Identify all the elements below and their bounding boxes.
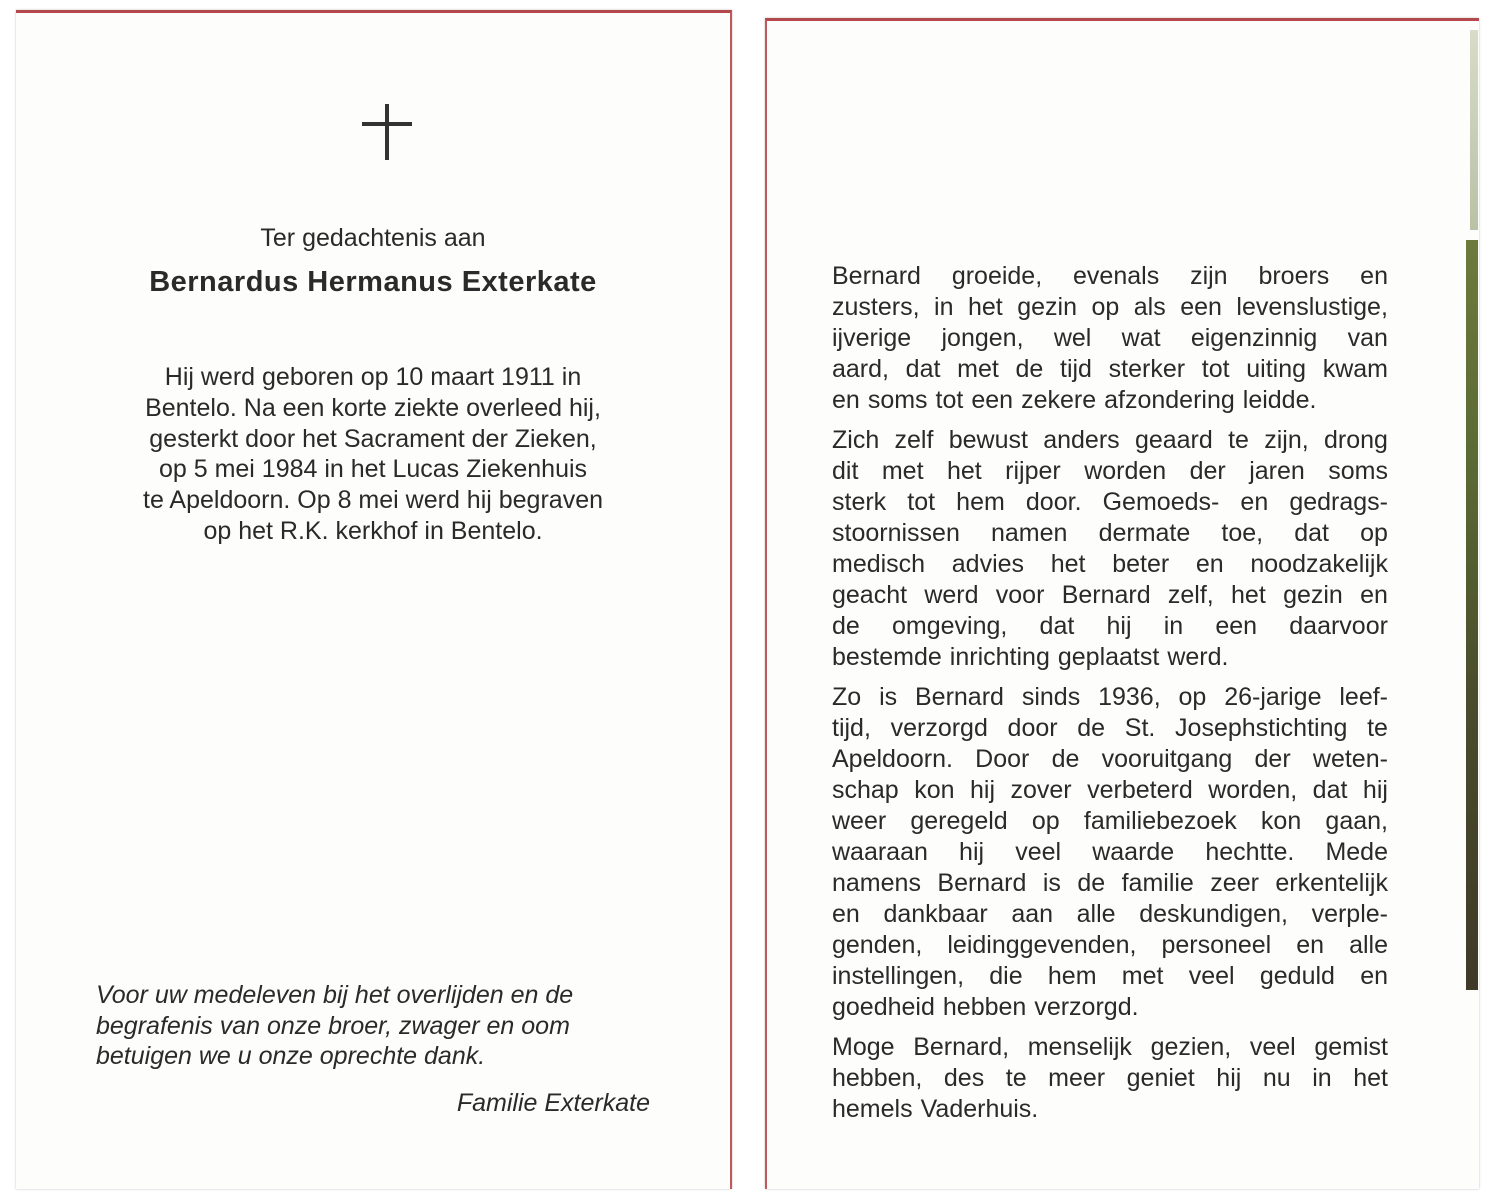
- word: waarde: [1092, 838, 1175, 866]
- word: kon: [914, 776, 955, 804]
- text-line: [832, 775, 1388, 806]
- word: broers: [1258, 262, 1330, 290]
- word: het: [1231, 581, 1266, 609]
- word: weten-: [1312, 745, 1388, 773]
- word: Gemoeds-: [1102, 488, 1220, 516]
- word: namens: [832, 869, 921, 897]
- word: dankbaar: [883, 900, 988, 928]
- word: namen: [990, 519, 1068, 547]
- word: veel: [1188, 962, 1235, 990]
- word: erkentelijk: [1275, 869, 1388, 897]
- word: stoornissen: [832, 519, 960, 547]
- word: hij: [970, 776, 996, 804]
- word: Apeldoorn.: [832, 745, 953, 773]
- word: hem: [956, 488, 1005, 516]
- word: noodzakelijk: [1250, 550, 1388, 578]
- word: het: [967, 293, 1003, 321]
- word: zekere: [1021, 386, 1097, 414]
- text-line: [832, 642, 1388, 673]
- bio-line: gesterkt door het Sacrament der Zieken,: [149, 424, 597, 453]
- word: genden,: [832, 931, 923, 959]
- biography-block: [16, 362, 730, 547]
- word: hem: [1047, 962, 1097, 990]
- word: veel: [1249, 1033, 1296, 1061]
- word: Moge: [832, 1033, 895, 1061]
- word: op: [1031, 807, 1060, 835]
- text-line: [832, 580, 1388, 611]
- word: Bernard: [937, 869, 1027, 897]
- text-line: [832, 899, 1388, 930]
- word: aard,: [832, 355, 889, 383]
- word: soms: [867, 386, 928, 414]
- word: Bernard: [1061, 581, 1151, 609]
- thanks-line: betuigen we u onze oprechte dank.: [96, 1042, 486, 1070]
- word: hebben: [942, 993, 1027, 1021]
- word: werd: [924, 581, 979, 609]
- word: en: [832, 900, 860, 928]
- word: menselijk: [1027, 1033, 1132, 1061]
- family-signature: Familie Exterkate: [456, 1089, 650, 1117]
- word: gezin: [1283, 581, 1343, 609]
- word: door.: [1025, 488, 1082, 516]
- word: in: [934, 293, 954, 321]
- word: werd.: [1167, 643, 1229, 671]
- word: geplaatst: [1057, 643, 1160, 671]
- word: groeide,: [951, 262, 1043, 290]
- word: Josephstichting: [1175, 714, 1348, 742]
- word: bestemde: [832, 643, 942, 671]
- word: uiting: [1246, 355, 1306, 383]
- text-line: [832, 806, 1388, 837]
- word: vooruitgang: [1101, 745, 1233, 773]
- word: te: [1228, 426, 1249, 454]
- word: en: [1360, 262, 1388, 290]
- word: inrichting: [949, 643, 1050, 671]
- word: hij: [1362, 776, 1388, 804]
- word: tot: [907, 488, 936, 516]
- word: en: [832, 386, 860, 414]
- word: familiebezoek: [1083, 807, 1237, 835]
- word: rijper: [1005, 457, 1061, 485]
- word: hij: [1106, 612, 1132, 640]
- word: meer: [1048, 1064, 1106, 1092]
- text-line: [832, 487, 1388, 518]
- word: van: [1347, 324, 1388, 352]
- word: zover: [1010, 776, 1072, 804]
- text-line: [832, 868, 1388, 899]
- word: in: [1163, 612, 1184, 640]
- word: tijd: [1060, 355, 1092, 383]
- text-line: [832, 425, 1388, 456]
- word: te: [1367, 714, 1388, 742]
- memorial-text: [832, 261, 1388, 1134]
- word: dat: [1039, 612, 1075, 640]
- word: hemels: [832, 1095, 913, 1123]
- word: de: [832, 612, 860, 640]
- card-edge-photo-strip-top: [1470, 30, 1478, 230]
- word: der: [1254, 745, 1291, 773]
- word: zeer: [1210, 869, 1259, 897]
- word: veel: [1015, 838, 1062, 866]
- word: hechtte.: [1205, 838, 1295, 866]
- word: sterker: [1108, 355, 1186, 383]
- word: omgeving,: [892, 612, 1008, 640]
- word: de: [1051, 745, 1080, 773]
- cross-icon: [362, 104, 412, 160]
- word: zijn: [1190, 262, 1228, 290]
- word: het: [1050, 550, 1086, 578]
- thanks-line: begrafenis van onze broer, zwager en oom: [96, 1011, 570, 1040]
- word: het: [946, 457, 982, 485]
- word: anders: [1043, 426, 1120, 454]
- deceased-name: Bernardus Hermanus Exterkate: [149, 266, 597, 298]
- word: Zich: [832, 426, 880, 454]
- word: de: [1015, 355, 1044, 383]
- bio-line: Bentelo. Na een korte ziekte overleed hij,: [145, 393, 601, 422]
- word: medisch: [832, 550, 926, 578]
- text-line: [832, 992, 1388, 1023]
- text-line: [832, 385, 1388, 416]
- text-line: [832, 1094, 1388, 1125]
- word: dit: [832, 457, 859, 485]
- text-line: [832, 961, 1388, 992]
- text-line: [832, 261, 1388, 292]
- text-line: [832, 1032, 1388, 1063]
- word: en: [1296, 931, 1325, 959]
- text-line: [832, 682, 1388, 713]
- word: is: [879, 683, 898, 711]
- word: met: [957, 355, 999, 383]
- word: voor: [995, 581, 1045, 609]
- text-line: [832, 323, 1388, 354]
- word: wat: [1121, 324, 1161, 352]
- word: Door: [975, 745, 1030, 773]
- word: is: [1042, 869, 1061, 897]
- word: zelf: [894, 426, 934, 454]
- word: sinds: [1021, 683, 1081, 711]
- word: hij: [1216, 1064, 1242, 1092]
- word: met: [1121, 962, 1164, 990]
- word: leidde.: [1242, 386, 1317, 414]
- word: des: [943, 1064, 985, 1092]
- word: met: [881, 457, 924, 485]
- word: familie: [1121, 869, 1194, 897]
- word: bewust: [948, 426, 1028, 454]
- word: geaard: [1134, 426, 1213, 454]
- word: toe,: [1221, 519, 1264, 547]
- word: ijverige: [832, 324, 912, 352]
- word: deskundigen,: [1139, 900, 1288, 928]
- text-line: [832, 744, 1388, 775]
- word: personeel: [1161, 931, 1272, 959]
- word: zusters,: [832, 293, 920, 321]
- word: aan: [1011, 900, 1054, 928]
- word: in: [1312, 1064, 1332, 1092]
- word: door: [1007, 714, 1058, 742]
- word: worden,: [1208, 776, 1298, 804]
- word: dat: [905, 355, 941, 383]
- word: verple-: [1311, 900, 1388, 928]
- word: het: [1353, 1064, 1388, 1092]
- text-line: [832, 713, 1388, 744]
- word: op: [1091, 293, 1120, 321]
- word: leef-: [1339, 683, 1388, 711]
- word: hebben,: [832, 1064, 923, 1092]
- word: weer: [832, 807, 887, 835]
- word: afzondering: [1104, 386, 1235, 414]
- word: te: [1005, 1064, 1027, 1092]
- word: gemist: [1314, 1033, 1388, 1061]
- memorial-paragraph: [832, 261, 1388, 416]
- word: dat: [1294, 519, 1329, 547]
- word: geacht: [832, 581, 908, 609]
- word: tijd,: [832, 714, 871, 742]
- word: verzorgd.: [1034, 993, 1139, 1021]
- word: gezien,: [1150, 1033, 1232, 1061]
- word: de: [1077, 869, 1106, 897]
- word: de: [1077, 714, 1106, 742]
- word: Bernard: [915, 683, 1004, 711]
- word: op: [1360, 519, 1388, 547]
- memorial-paragraph: [832, 425, 1388, 673]
- card-edge-photo-strip: [1466, 240, 1478, 990]
- word: en: [1360, 581, 1388, 609]
- word: jongen,: [941, 324, 1024, 352]
- word: worden: [1084, 457, 1167, 485]
- word: alle: [1349, 931, 1388, 959]
- bio-line: te Apeldoorn. Op 8 mei werd hij begraven: [143, 486, 603, 515]
- word: advies: [951, 550, 1025, 578]
- word: waaraan: [832, 838, 928, 866]
- word: evenals: [1073, 262, 1160, 290]
- word: alle: [1076, 900, 1116, 928]
- word: zijn,: [1264, 426, 1309, 454]
- word: kon: [1260, 807, 1302, 835]
- word: geduld: [1259, 962, 1335, 990]
- word: nu: [1262, 1064, 1291, 1092]
- thanks-message: [96, 980, 656, 1072]
- word: Bernard: [832, 262, 921, 290]
- word: een: [971, 386, 1014, 414]
- word: een: [1180, 293, 1222, 321]
- word: der: [1189, 457, 1226, 485]
- bio-line: op het R.K. kerkhof in Bentelo.: [203, 516, 543, 545]
- text-line: [832, 518, 1388, 549]
- word: dat: [1312, 776, 1348, 804]
- memorial-paragraph: [832, 1032, 1388, 1125]
- word: tot: [935, 386, 964, 414]
- word: op: [1178, 683, 1207, 711]
- word: beter: [1112, 550, 1170, 578]
- word: zelf,: [1167, 581, 1214, 609]
- word: tot: [1201, 355, 1230, 383]
- word: eigenzinnig: [1190, 324, 1318, 352]
- text-line: [832, 354, 1388, 385]
- word: Zo: [832, 683, 862, 711]
- word: kwam: [1322, 355, 1388, 383]
- word: St.: [1124, 714, 1156, 742]
- word: schap: [832, 776, 899, 804]
- word: jaren: [1249, 457, 1305, 485]
- text-line: [832, 456, 1388, 487]
- bio-line: Hij werd geboren op 10 maart 1911 in: [164, 363, 582, 391]
- word: hij: [959, 838, 985, 866]
- word: leidinggevenden,: [947, 931, 1137, 959]
- word: als: [1133, 293, 1166, 321]
- word: drong: [1323, 426, 1388, 454]
- word: gezin: [1017, 293, 1077, 321]
- word: geregeld: [910, 807, 1008, 835]
- word: Vaderhuis.: [920, 1095, 1039, 1123]
- word: gaan,: [1325, 807, 1388, 835]
- word: verbeterd: [1087, 776, 1193, 804]
- memorial-paragraph: [832, 682, 1388, 1023]
- word: die: [989, 962, 1023, 990]
- word: sterk: [832, 488, 887, 516]
- text-line: [832, 611, 1388, 642]
- thanks-line: Voor uw medeleven bij het overlijden en de: [96, 981, 574, 1009]
- word: verzorgd: [890, 714, 988, 742]
- word: gedrags-: [1289, 488, 1388, 516]
- text-line: [832, 930, 1388, 961]
- word: dermate: [1098, 519, 1191, 547]
- text-line: [832, 292, 1388, 323]
- word: geniet: [1126, 1064, 1195, 1092]
- text-line: [832, 549, 1388, 580]
- word: levenslustige,: [1236, 293, 1388, 321]
- word: een: [1215, 612, 1258, 640]
- word: wel: [1053, 324, 1092, 352]
- word: instellingen,: [832, 962, 965, 990]
- word: 1936,: [1098, 683, 1161, 711]
- word: goedheid: [832, 993, 935, 1021]
- text-line: [832, 1063, 1388, 1094]
- word: en: [1195, 550, 1224, 578]
- text-line: [832, 837, 1388, 868]
- bio-line: op 5 mei 1984 in het Lucas Ziekenhuis: [158, 455, 588, 484]
- word: 26-jarige: [1224, 683, 1322, 711]
- word: Mede: [1325, 838, 1388, 866]
- word: soms: [1328, 457, 1388, 485]
- word: Bernard,: [913, 1033, 1010, 1061]
- word: daarvoor: [1289, 612, 1388, 640]
- in-memory-heading: Ter gedachtenis aan: [260, 224, 486, 252]
- word: en: [1360, 962, 1388, 990]
- word: en: [1240, 488, 1269, 516]
